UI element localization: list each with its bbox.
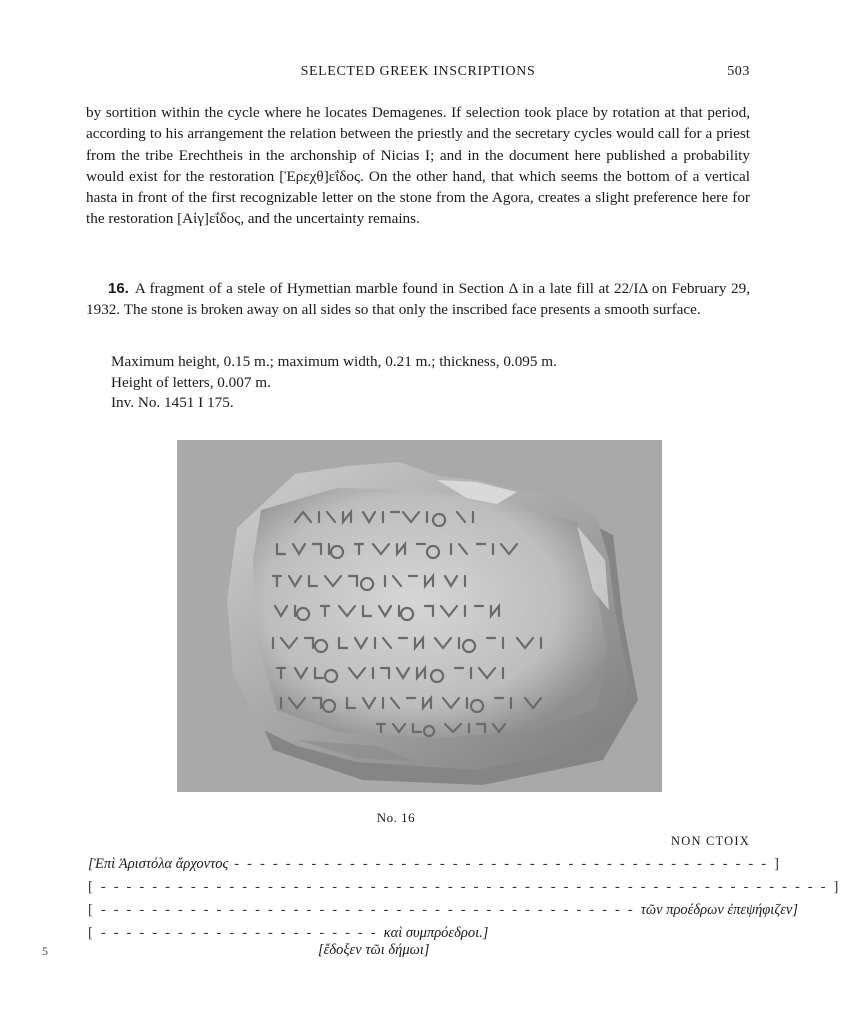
lacuna-dashes: [ - - - - - - - - - - - - - - - - - - - - - - - - - - - - - - - - - - - - - - - - - - - - - - - - - - - - - - - - - ]	[88, 879, 841, 895]
paragraph-entry-16	[86, 278, 750, 321]
line-number: 5	[42, 944, 48, 958]
dimensions-line: Maximum height, 0.15 m.; maximum width, 0.21 m.; thickness, 0.095 m.	[111, 353, 557, 370]
inscription-line-3	[88, 902, 798, 919]
inscription-text: καὶ συμπρόεδροι.]	[383, 925, 489, 941]
inventory-line: Inv. No. 1451 I 175.	[111, 394, 234, 411]
figure-caption: No. 16	[376, 810, 416, 825]
lacuna-dashes: [ - - - - - - - - - - - - - - - - - - - - - -	[88, 925, 384, 941]
running-head	[86, 64, 750, 84]
lacuna-dashes: [ - - - - - - - - - - - - - - - - - - - - - - - - - - - - - - - - - - - - - - - - - -	[88, 902, 641, 918]
running-title: SELECTED GREEK INSCRIPTIONS	[300, 64, 536, 79]
entry-description: A fragment of a stele of Hymettian marble found in Section Δ in a late fill at 22/ΙΔ on February 29, 1932. The stone is broken away on all sides so that only the inscribed face presents a smooth surface.	[86, 280, 750, 319]
non-stoichedon-note: NON CTOIX	[671, 834, 750, 848]
stone-fragment-image	[177, 440, 662, 792]
paragraph-continued: by sortition within the cycle where he locates Demagenes. If selection took place by rotation at that period, according to his arrangement the relation between the priestly and the secretary cycles would call for a priest from the tribe Erechtheis in the archonship of Nicias I; and in the document here published a probability would exist for the restoration [Ἐρεχθ]εΐδος. On the other hand, that which seems the bottom of a vertical hasta in front of the first recognizable letter on the stone from the Agora, creates a slight preference here for the restoration [Αἰγ]εΐδος, and the uncertainty remains.	[86, 104, 750, 228]
inscription-text: τῶν προέδρων ἐπεψήφιζεν]	[640, 902, 798, 918]
inscription-line-5: [ἔδοξεν τῶι δήμωι]	[318, 942, 430, 958]
inscription-text: [Ἐπὶ Ἀριστόλα ἄρχοντος	[88, 856, 229, 872]
measurements-block	[111, 352, 731, 414]
inscription-line-2	[88, 879, 841, 896]
inscription-line-4	[88, 925, 672, 942]
inscription-line-1	[88, 856, 782, 873]
letter-height-line: Height of letters, 0.007 m.	[111, 373, 271, 391]
page-number: 503	[727, 64, 750, 79]
entry-number: 16.	[108, 280, 129, 297]
lacuna-dashes: - - - - - - - - - - - - - - - - - - - - - - - - - - - - - - - - - - - - - - - - - - ]	[228, 856, 782, 872]
stone-photograph	[177, 440, 662, 792]
